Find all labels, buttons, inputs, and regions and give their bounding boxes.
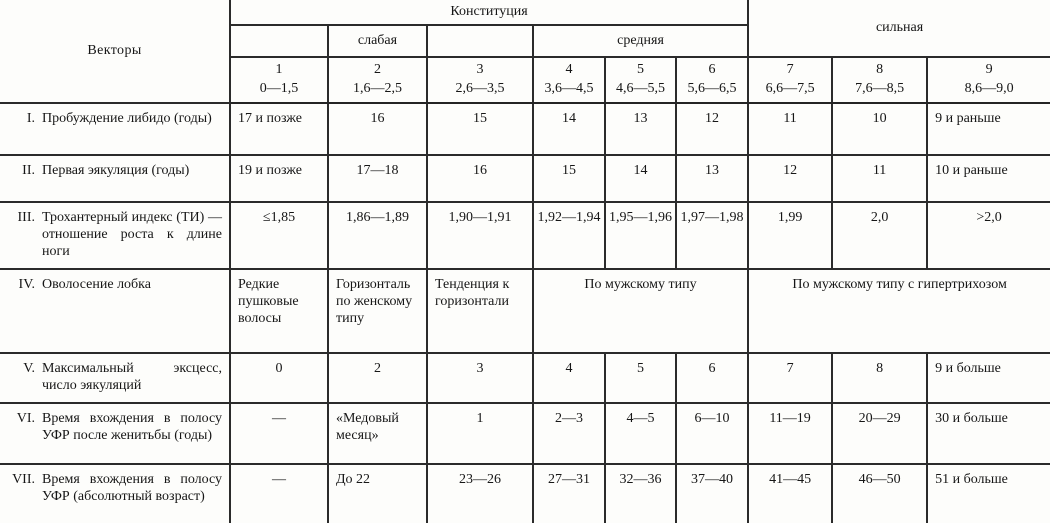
data-cell: 8 — [832, 353, 927, 403]
row-label-text: Первая эякуляция (годы) — [42, 162, 190, 178]
score-column-header — [676, 57, 748, 103]
data-cell: 1,99 — [748, 202, 832, 269]
score-number: 3 — [476, 62, 484, 77]
data-cell: 11 — [832, 155, 927, 202]
data-cell: 27—31 — [533, 464, 605, 523]
row-label — [0, 269, 230, 353]
roman-numeral: VI. — [16, 410, 35, 426]
data-cell: 16 — [427, 155, 533, 202]
roman-numeral: III. — [17, 209, 35, 225]
roman-numeral: V. — [23, 360, 35, 376]
data-cell: Редкие пушковые волосы — [230, 269, 328, 353]
data-cell: 10 и раньше — [927, 155, 1050, 202]
table-row-ufr-absolute-age — [0, 464, 1050, 523]
row-label-text: Пробуждение либидо (годы) — [42, 110, 212, 126]
data-cell: 11 — [748, 103, 832, 155]
row-label-text: Время вхождения в полосу УФР после женитьбы (годы) — [42, 410, 222, 443]
data-cell: 12 — [676, 103, 748, 155]
row-label — [0, 202, 230, 269]
weak-group-header: слабая — [328, 25, 427, 57]
data-cell: 15 — [427, 103, 533, 155]
data-cell: 13 — [605, 103, 676, 155]
data-cell: 1,86—1,89 — [328, 202, 427, 269]
score-column-header — [328, 57, 427, 103]
data-cell: 20—29 — [832, 403, 927, 464]
data-cell: 4—5 — [605, 403, 676, 464]
data-cell: 15 — [533, 155, 605, 202]
data-cell: До 22 — [328, 464, 427, 523]
data-cell: 30 и больше — [927, 403, 1050, 464]
data-cell: 0 — [230, 353, 328, 403]
data-cell: 17 и позже — [230, 103, 328, 155]
data-cell: 32—36 — [605, 464, 676, 523]
data-cell: 4 — [533, 353, 605, 403]
data-cell: 1 — [427, 403, 533, 464]
row-label — [0, 353, 230, 403]
data-cell: >2,0 — [927, 202, 1050, 269]
constitution-header: Конституция — [230, 0, 748, 25]
roman-numeral: I. — [26, 110, 35, 126]
score-column-header — [230, 57, 328, 103]
data-cell: 9 и раньше — [927, 103, 1050, 155]
data-cell: 1,92—1,94 — [533, 202, 605, 269]
strong-group-header: сильная — [748, 0, 1050, 57]
score-range: 7,6—8,5 — [855, 80, 905, 96]
data-cell: 6 — [676, 353, 748, 403]
roman-numeral: IV. — [18, 276, 35, 292]
score-range: 3,6—4,5 — [544, 80, 594, 96]
score-number: 6 — [708, 62, 716, 77]
data-cell: 5 — [605, 353, 676, 403]
score-number: 5 — [637, 62, 644, 77]
data-cell: 3 — [427, 353, 533, 403]
data-cell: 14 — [533, 103, 605, 155]
score-range: 5,6—6,5 — [687, 80, 737, 96]
row-label — [0, 103, 230, 155]
roman-numeral: II. — [22, 162, 35, 178]
data-cell: 51 и больше — [927, 464, 1050, 523]
row-label-text: Оволосение лобка — [42, 276, 151, 292]
data-cell: 13 — [676, 155, 748, 202]
data-cell: 16 — [328, 103, 427, 155]
row-label-text: Трохантерный индекс (ТИ) — отношение роста к длине ноги — [42, 209, 222, 259]
table-row-max-excess — [0, 353, 1050, 403]
data-cell-merged: По мужскому типу с гипертрихозом — [748, 269, 1050, 353]
row-label-text: Максимальный эксцесс, число эякуляций — [42, 360, 222, 393]
data-cell: 2—3 — [533, 403, 605, 464]
row-label — [0, 464, 230, 523]
row-label — [0, 155, 230, 202]
table-row-pubic-hair — [0, 269, 1050, 353]
data-cell: 10 — [832, 103, 927, 155]
data-cell: 37—40 — [676, 464, 748, 523]
data-cell: — — [230, 403, 328, 464]
data-cell: Горизонталь по женскому типу — [328, 269, 427, 353]
data-cell: 7 — [748, 353, 832, 403]
score-range: 4,6—5,5 — [616, 80, 665, 96]
data-cell: — — [230, 464, 328, 523]
data-cell: Тенденция к горизонтали — [427, 269, 533, 353]
data-cell: 1,90—1,91 — [427, 202, 533, 269]
data-cell: 2,0 — [832, 202, 927, 269]
data-cell: 1,95—1,96 — [605, 202, 676, 269]
header-row-constitution — [0, 0, 1050, 25]
data-cell: 11—19 — [748, 403, 832, 464]
score-column-header — [927, 57, 1050, 103]
score-range: 6,6—7,5 — [765, 80, 815, 96]
score-column-header — [533, 57, 605, 103]
score-number: 4 — [565, 62, 573, 77]
data-cell: 19 и позже — [230, 155, 328, 202]
data-cell: «Медовый месяц» — [328, 403, 427, 464]
table-row-first-ejaculation — [0, 155, 1050, 202]
table-row-libido — [0, 103, 1050, 155]
data-cell: 23—26 — [427, 464, 533, 523]
score-number: 7 — [786, 62, 794, 77]
score-number: 2 — [374, 62, 381, 77]
vectors-header: Векторы — [0, 0, 230, 103]
score-range: 1,6—2,5 — [353, 80, 402, 96]
data-cell: 14 — [605, 155, 676, 202]
score-number: 1 — [275, 62, 283, 77]
data-cell: 6—10 — [676, 403, 748, 464]
score-column-header — [748, 57, 832, 103]
data-cell: 1,97—1,98 — [676, 202, 748, 269]
roman-numeral: VII. — [12, 471, 35, 487]
data-cell: 46—50 — [832, 464, 927, 523]
medium-group-header: средняя — [533, 25, 748, 57]
row-label — [0, 403, 230, 464]
data-cell: ≤1,85 — [230, 202, 328, 269]
score-range: 0—1,5 — [259, 80, 299, 96]
table-row-trochanteric-index — [0, 202, 1050, 269]
row-label-text: Время вхождения в полосу УФР (абсолютный возраст) — [42, 471, 222, 504]
score-number: 9 — [985, 62, 993, 77]
score-range: 8,6—9,0 — [964, 80, 1014, 96]
score-column-header — [605, 57, 676, 103]
empty-header-cell — [427, 25, 533, 57]
data-cell: 17—18 — [328, 155, 427, 202]
empty-header-cell — [230, 25, 328, 57]
score-range: 2,6—3,5 — [455, 80, 505, 96]
data-cell: 9 и больше — [927, 353, 1050, 403]
data-cell-merged: По мужскому типу — [533, 269, 748, 353]
score-column-header — [427, 57, 533, 103]
table-row-ufr-after-marriage — [0, 403, 1050, 464]
score-column-header — [832, 57, 927, 103]
score-number: 8 — [876, 62, 884, 77]
data-cell: 12 — [748, 155, 832, 202]
data-cell: 2 — [328, 353, 427, 403]
data-cell: 41—45 — [748, 464, 832, 523]
